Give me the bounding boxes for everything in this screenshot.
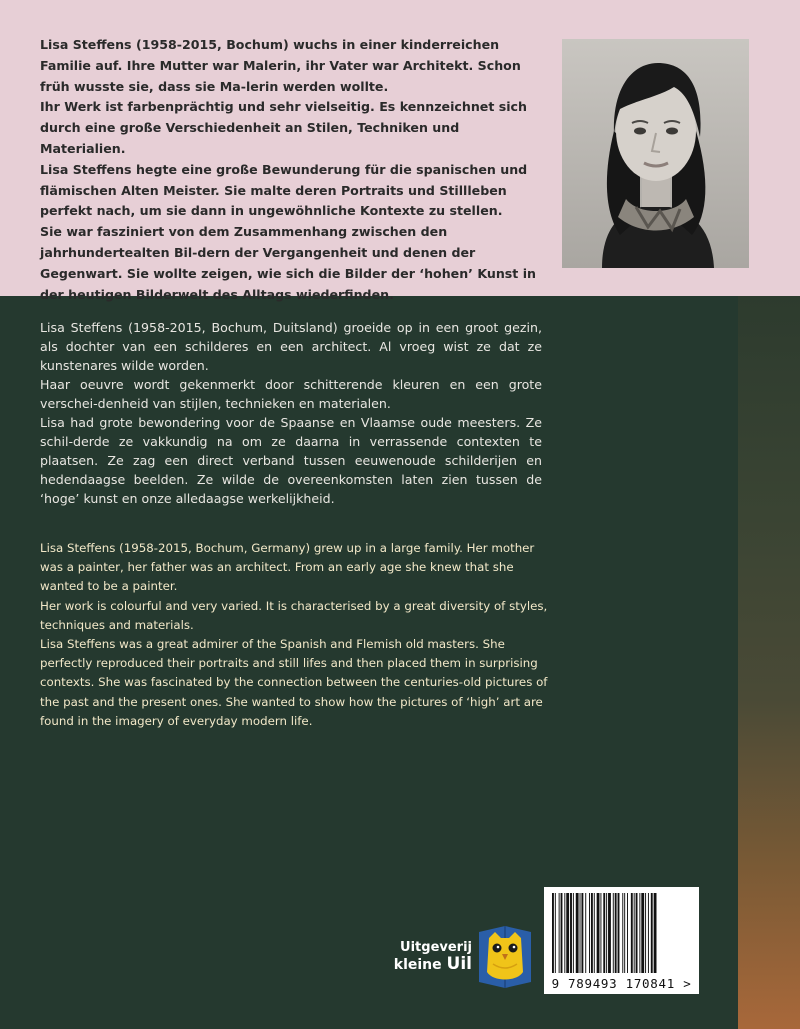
publisher-logo [380, 920, 540, 992]
barcode-bar [570, 893, 572, 973]
publisher-line2 [380, 956, 472, 974]
barcode-bar [624, 893, 625, 973]
barcode-bar [631, 893, 633, 973]
german-paragraph: Sie war fasziniert von dem Zusammenhang zwischen den jahrhundertealten Bil-dern der Vergangenheit und denen der Gegenwart. Sie wollte zeigen, wie sich die Bilder der ‘hohen’ Kunst in der heutigen Bilderwelt des Alltags wiederfinden. [40, 224, 536, 302]
barcode-bar [561, 893, 563, 973]
barcode-bar [573, 893, 574, 973]
german-text [40, 35, 548, 305]
barcode-bar [641, 893, 644, 973]
german-paragraph: Ihr Werk ist farbenprächtig und sehr vielseitig. Es kennzeichnet sich durch eine große Verschiedenheit an Stilen, Techniken und Materialien. [40, 99, 527, 156]
english-paragraph: Lisa Steffens (1958-2015, Bochum, Germany) grew up in a large family. Her mother was a painter, her father was an architect. From an early age she knew that she wanted to be a painter. [40, 541, 535, 594]
barcode-bar [606, 893, 607, 973]
barcode-bar [608, 893, 611, 973]
barcode-bar [615, 893, 617, 973]
barcode-bar [639, 893, 640, 973]
author-portrait [562, 39, 749, 268]
german-paragraph: Lisa Steffens hegte eine große Bewunderung für die spanischen und flämischen Alten Meister. Sie malte deren Portraits und Stillleben perfekt nach, um sie dann in ungewöhnliche Kontexte zu stellen. [40, 161, 528, 219]
isbn-barcode [544, 887, 699, 994]
barcode-bar [613, 893, 614, 973]
barcode-bar [636, 893, 638, 973]
barcode-bar [654, 893, 657, 973]
barcode-bar [552, 893, 554, 973]
barcode-bar [597, 893, 600, 973]
isbn-number: 9 789493 170841 > [551, 976, 692, 991]
german-paragraph: Lisa Steffens (1958-2015, Bochum) wuchs in einer kinderreichen Familie auf. Ihre Mutter war Malerin, ihr Vater war Architekt. Schon früh wusste sie, dass sie Ma-lerin werden wollte. [40, 37, 521, 94]
publisher-line2-big: Uil [446, 954, 472, 974]
barcode-bar [600, 893, 601, 973]
barcode-bar [591, 893, 593, 973]
barcode-bar [594, 893, 595, 973]
barcode-bar [648, 893, 649, 973]
barcode-bars [544, 887, 699, 975]
barcode-bar [576, 893, 579, 973]
barcode-bar [589, 893, 590, 973]
barcode-bar [555, 893, 556, 973]
barcode-bar [580, 893, 581, 973]
barcode-bar [627, 893, 628, 973]
barcode-bar [622, 893, 623, 973]
barcode-bar [603, 893, 605, 973]
english-paragraph: Her work is colourful and very varied. It is characterised by a great diversity of styles, techniques and materials. [40, 598, 548, 632]
barcode-bar [581, 893, 583, 973]
painting-edge [738, 296, 800, 1029]
barcode-bar [559, 893, 560, 973]
dutch-paragraph: Lisa Steffens (1958-2015, Bochum, Duitsland) groeide op in een groot gezin, als dochter van een schilderes en een architect. Al vroeg wist ze dat ze kunstenares wilde worden. [40, 320, 542, 373]
barcode-bar [651, 893, 653, 973]
owl-icon [475, 922, 535, 990]
publisher-line1: Uitgeverij [400, 940, 472, 955]
barcode-bar [618, 893, 620, 973]
english-paragraph: Lisa Steffens was a great admirer of the Spanish and Flemish old masters. She perfectly reproduced their portraits and still lifes and then placed them in surprising contexts. She was fascinated by the connection between the centuries-old pictures of the past and the present ones. She wanted to show how the pictures of ‘high’ art are found in the imagery of everyday modern life. [40, 637, 548, 728]
publisher-name [380, 940, 472, 974]
barcode-bar [585, 893, 586, 973]
barcode-bar [634, 893, 635, 973]
barcode-bar [564, 893, 565, 973]
german-panel [0, 0, 800, 302]
barcode-bar [645, 893, 646, 973]
dutch-text [40, 318, 542, 508]
dutch-paragraph: Lisa had grote bewondering voor de Spaanse en Vlaamse oude meesters. Ze schil-derde ze vakkundig na om ze daarna in verrassende contexten te plaatsen. Ze zag een direct verband tussen eeuwenoude schilderijen en hedendaagse beelden. Ze wilde de overeenkomsten laten zien tussen de ‘hoge’ kunst en onze alledaagse werkelijkheid. [40, 415, 542, 506]
dutch-paragraph: Haar oeuvre wordt gekenmerkt door schitterende kleuren en een grote verschei-denheid van stijlen, technieken en materialen. [40, 377, 542, 411]
barcode-bar [566, 893, 569, 973]
publisher-line2-small: kleine [393, 957, 442, 973]
english-text [40, 539, 560, 731]
